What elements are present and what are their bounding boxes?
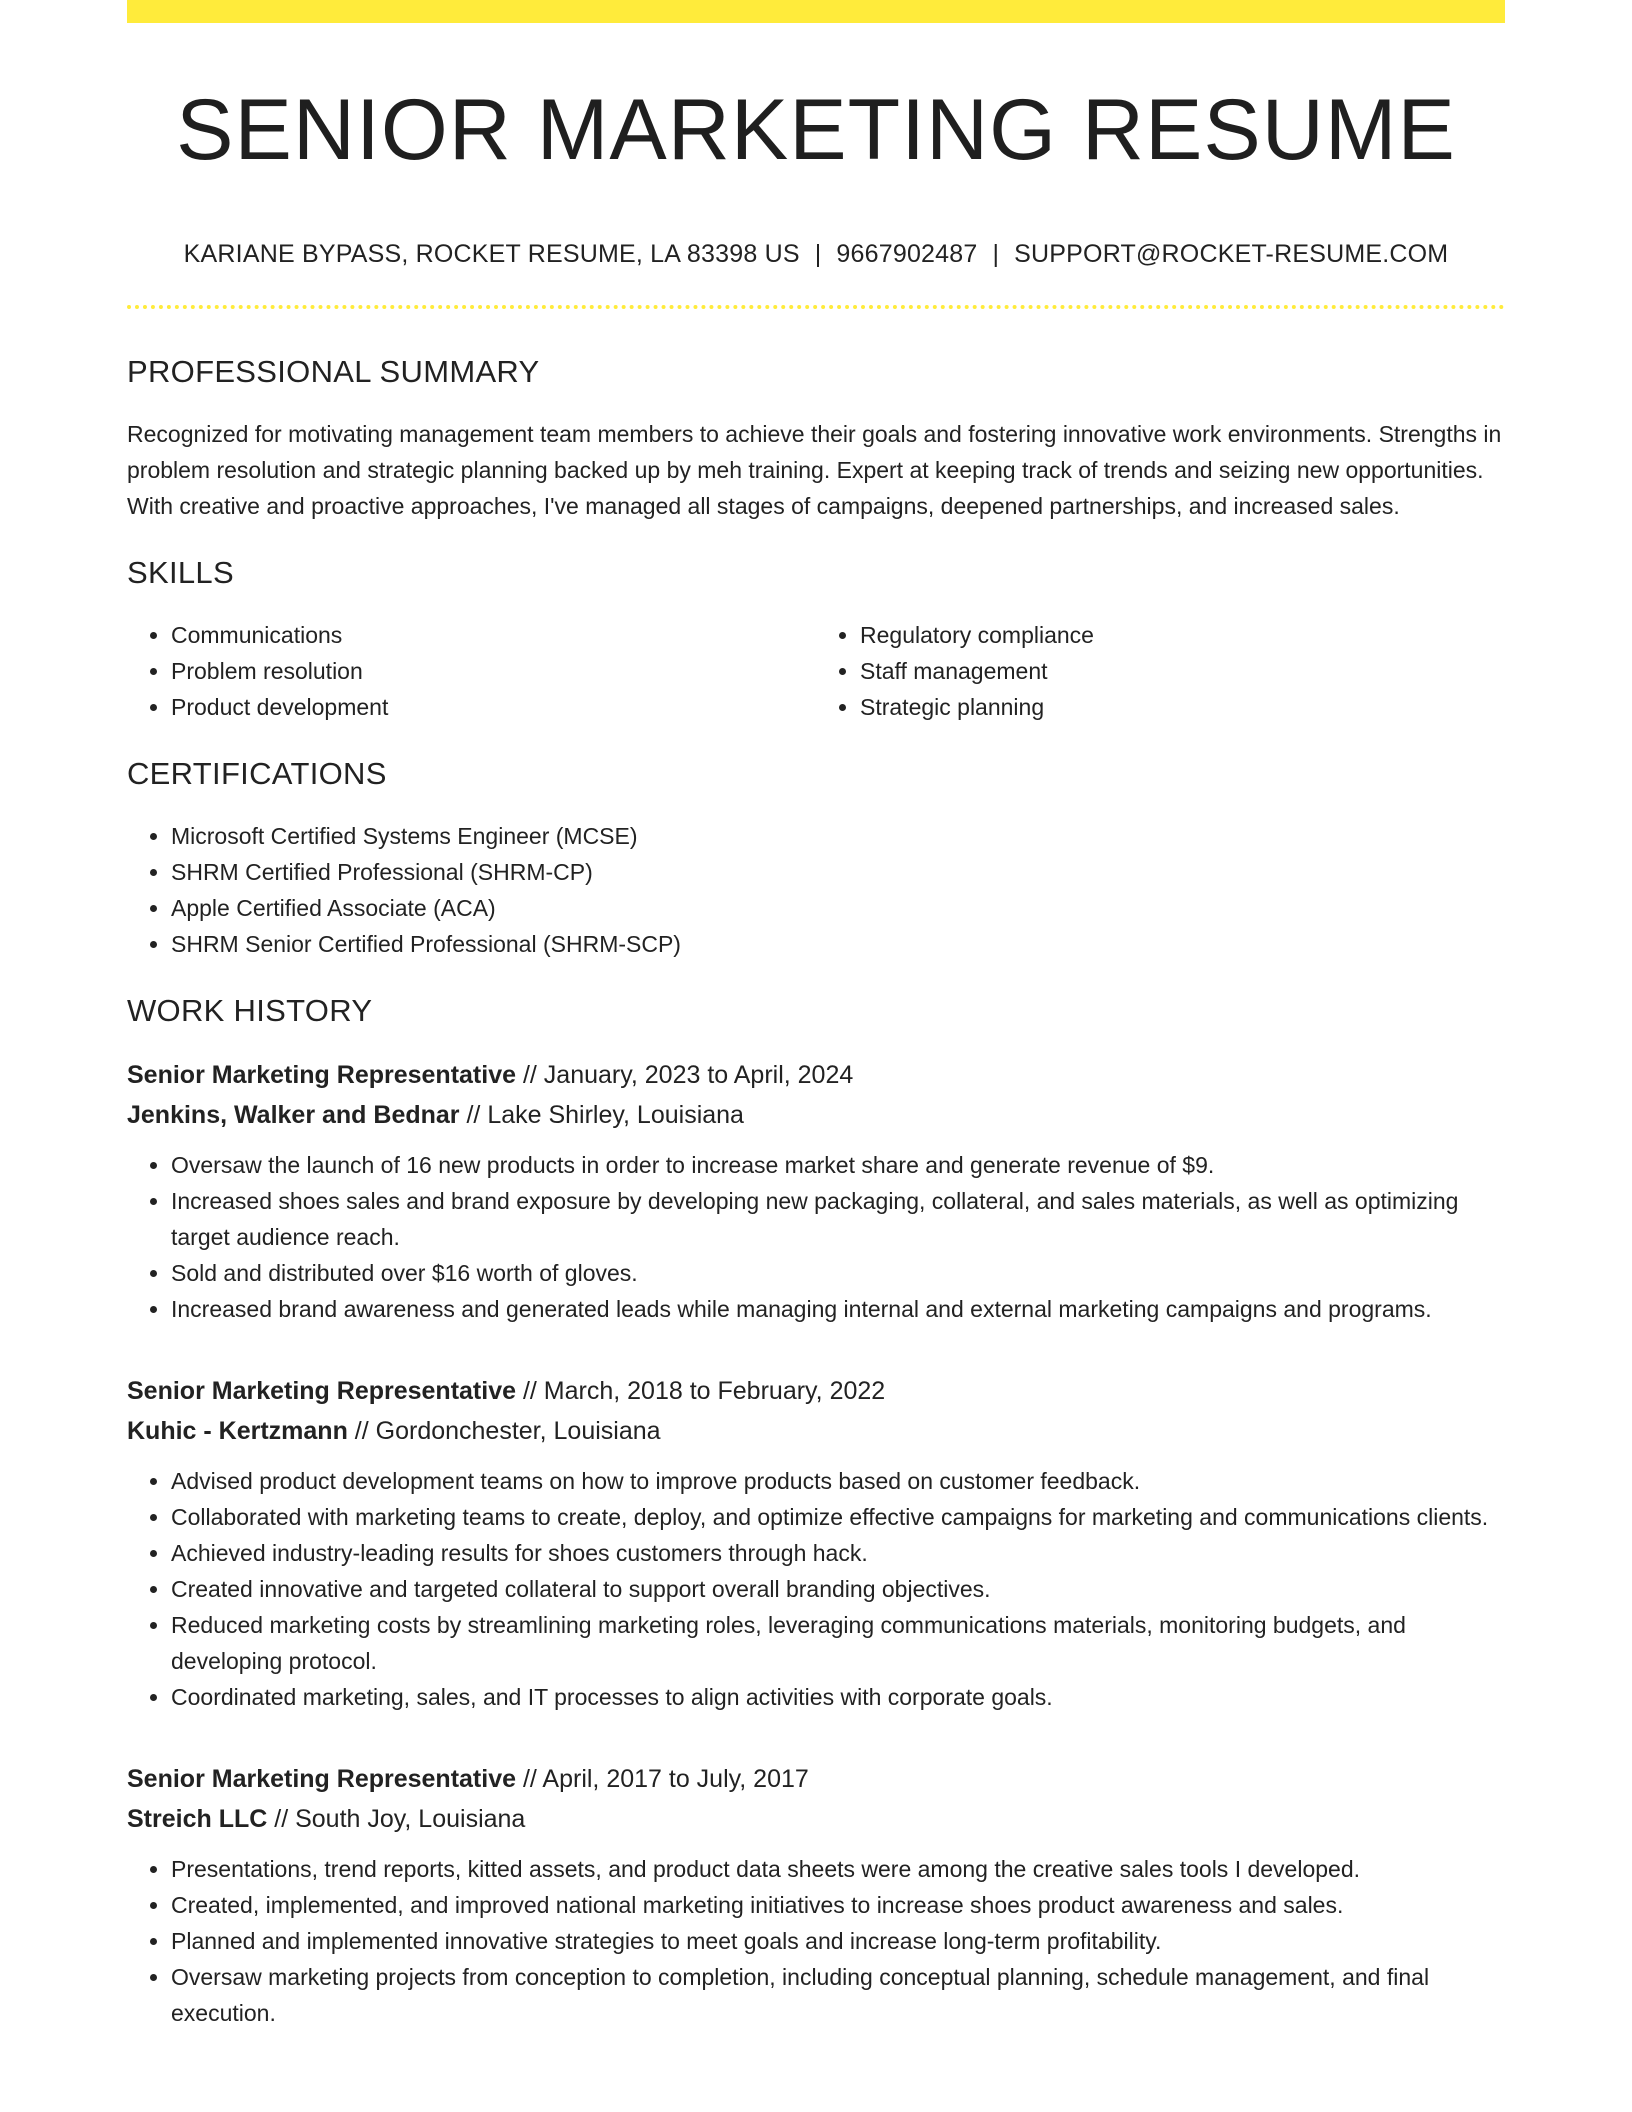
dotted-divider bbox=[127, 305, 1505, 309]
job-bullet: • Oversaw marketing projects from conception to completion, including conceptual planning, schedule management, and final execution. bbox=[171, 1959, 1505, 2031]
skills-section bbox=[127, 554, 1505, 725]
job-entry bbox=[127, 1055, 1505, 1327]
skills-heading: SKILLS bbox=[127, 554, 234, 590]
job-company-line bbox=[127, 1095, 1505, 1135]
job-dates: // April, 2017 to July, 2017 bbox=[516, 1765, 809, 1794]
certifications-list bbox=[127, 818, 1505, 962]
job-title: Senior Marketing Representative bbox=[127, 1377, 517, 1406]
work-heading: WORK HISTORY bbox=[127, 993, 373, 1029]
job-bullet: • Created, implemented, and improved national marketing initiatives to increase shoes product awareness and sales. bbox=[171, 1887, 1505, 1923]
job-title: Senior Marketing Representative bbox=[127, 1061, 517, 1090]
job-dates: // March, 2018 to February, 2022 bbox=[516, 1377, 886, 1406]
summary-heading: PROFESSIONAL SUMMARY bbox=[127, 353, 540, 389]
job-bullet: • Increased brand awareness and generated leads while managing internal and external marketing campaigns and programs. bbox=[171, 1291, 1505, 1327]
job-location: // South Joy, Louisiana bbox=[267, 1805, 526, 1834]
accent-bar bbox=[127, 0, 1505, 23]
job-bullet: • Planned and implemented innovative strategies to meet goals and increase long-term profitability. bbox=[171, 1923, 1505, 1959]
job-company: Kuhic - Kertzmann bbox=[127, 1417, 348, 1446]
job-bullets bbox=[127, 1463, 1505, 1715]
job-location: // Gordonchester, Louisiana bbox=[347, 1417, 661, 1446]
job-company: Jenkins, Walker and Bednar bbox=[127, 1101, 460, 1130]
certification-item: • Apple Certified Associate (ACA) bbox=[171, 890, 1505, 926]
page-title: SENIOR MARKETING RESUME bbox=[176, 82, 1456, 178]
job-bullet: • Coordinated marketing, sales, and IT processes to align activities with corporate goals. bbox=[171, 1679, 1505, 1715]
job-title-line bbox=[127, 1371, 1505, 1411]
skill-item: • Problem resolution bbox=[171, 653, 816, 689]
job-company: Streich LLC bbox=[127, 1805, 268, 1834]
work-section bbox=[127, 992, 1505, 2031]
job-bullet: • Oversaw the launch of 16 new products in order to increase market share and generate revenue of $9. bbox=[171, 1147, 1505, 1183]
job-bullet: • Created innovative and targeted collateral to support overall branding objectives. bbox=[171, 1571, 1505, 1607]
job-bullet: • Increased shoes sales and brand exposure by developing new packaging, collateral, and sales materials, as well as optimizing target audience reach. bbox=[171, 1183, 1505, 1255]
job-location: // Lake Shirley, Louisiana bbox=[459, 1101, 744, 1130]
certification-item: • Microsoft Certified Systems Engineer (MCSE) bbox=[171, 818, 1505, 854]
contact-line bbox=[127, 240, 1505, 269]
job-bullet: • Achieved industry-leading results for shoes customers through hack. bbox=[171, 1535, 1505, 1571]
skills-left-list bbox=[127, 617, 816, 725]
contact-phone: 9667902487 bbox=[836, 239, 978, 268]
skill-item: • Strategic planning bbox=[860, 689, 1505, 725]
resume-page bbox=[127, 0, 1505, 2031]
job-title: Senior Marketing Representative bbox=[127, 1765, 517, 1794]
job-bullet: • Collaborated with marketing teams to create, deploy, and optimize effective campaigns for marketing and communications clients. bbox=[171, 1499, 1505, 1535]
summary-text: Recognized for motivating management team members to achieve their goals and fostering innovative work environments. Strengths in problem resolution and strategic planning backed up by meh training. Expert at keeping track of trends and seizing new opportunities. With creative and proactive approaches, I've managed all stages of campaigns, deepened partnerships, and increased sales. bbox=[127, 420, 1502, 519]
job-bullet: • Reduced marketing costs by streamlining marketing roles, leveraging communications materials, monitoring budgets, and developing protocol. bbox=[171, 1607, 1505, 1679]
skills-right-list bbox=[816, 617, 1505, 725]
certifications-section bbox=[127, 755, 1505, 962]
summary-section bbox=[127, 353, 1505, 524]
job-bullets bbox=[127, 1147, 1505, 1327]
skill-item: • Staff management bbox=[860, 653, 1505, 689]
contact-address: KARIANE BYPASS, ROCKET RESUME, LA 83398 US bbox=[183, 239, 800, 268]
job-bullets bbox=[127, 1851, 1505, 2031]
certification-item: • SHRM Senior Certified Professional (SHRM-SCP) bbox=[171, 926, 1505, 962]
job-bullet: • Presentations, trend reports, kitted assets, and product data sheets were among the creative sales tools I developed. bbox=[171, 1851, 1505, 1887]
job-company-line bbox=[127, 1799, 1505, 1839]
job-entry bbox=[127, 1371, 1505, 1715]
job-entry bbox=[127, 1759, 1505, 2031]
job-dates: // January, 2023 to April, 2024 bbox=[516, 1061, 854, 1090]
job-bullet: • Advised product development teams on how to improve products based on customer feedback. bbox=[171, 1463, 1505, 1499]
certification-item: • SHRM Certified Professional (SHRM-CP) bbox=[171, 854, 1505, 890]
contact-email: SUPPORT@ROCKET-RESUME.COM bbox=[1014, 239, 1449, 268]
contact-separator: | bbox=[992, 239, 1000, 268]
certifications-heading: CERTIFICATIONS bbox=[127, 755, 387, 791]
job-title-line bbox=[127, 1055, 1505, 1095]
skill-item: • Product development bbox=[171, 689, 816, 725]
job-company-line bbox=[127, 1411, 1505, 1451]
job-bullet: • Sold and distributed over $16 worth of gloves. bbox=[171, 1255, 1505, 1291]
skill-item: • Regulatory compliance bbox=[860, 617, 1505, 653]
job-title-line bbox=[127, 1759, 1505, 1799]
skill-item: • Communications bbox=[171, 617, 816, 653]
contact-separator: | bbox=[814, 239, 822, 268]
skills-columns bbox=[127, 617, 1505, 725]
